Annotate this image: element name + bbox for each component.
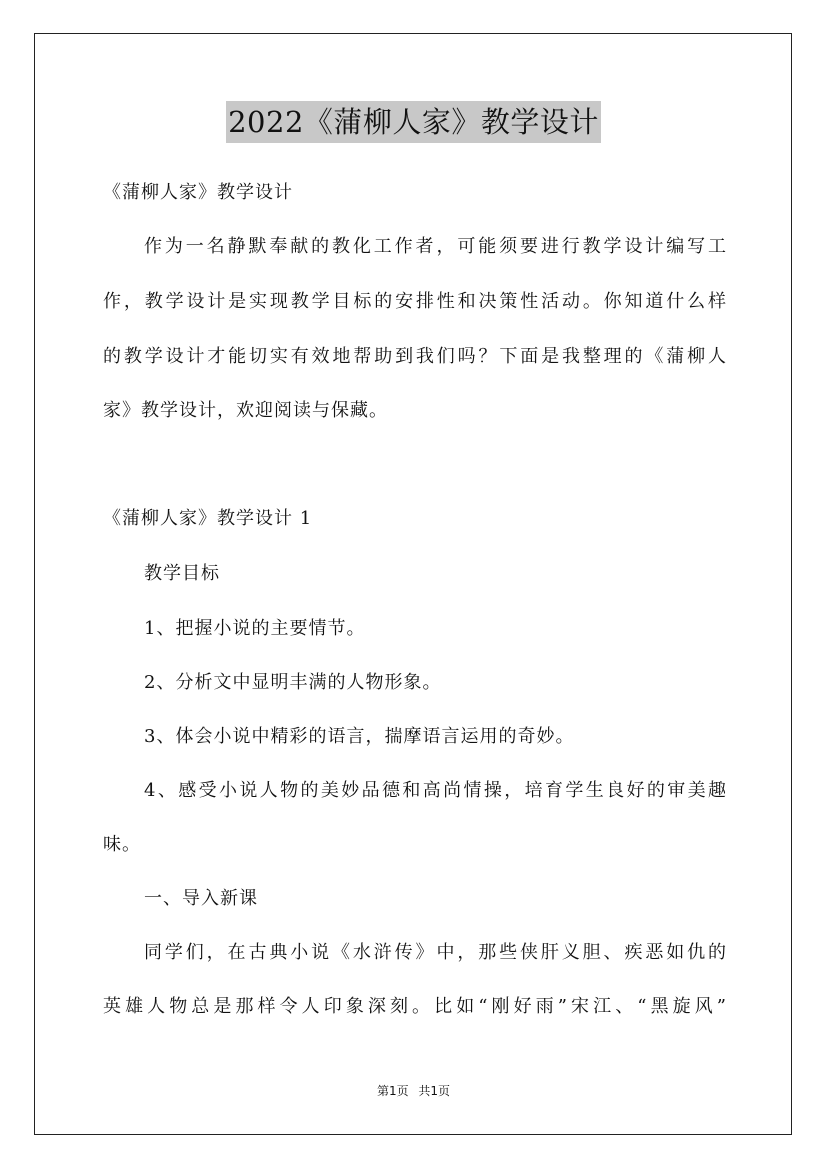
goal-item-4-line-2: 味。 <box>103 834 141 855</box>
title-container <box>0 101 827 143</box>
goal-item-2: 2、分析文中显明丰满的人物形象。 <box>144 672 442 693</box>
part1-text-line-2: 英雄人物总是那样令人印象深刻。比如“刚好雨”宋江、“黑旋风” <box>103 996 726 1017</box>
page-number-current: 第1页 <box>376 1084 409 1098</box>
page-footer <box>0 1083 827 1099</box>
goal-item-3: 3、体会小说中精彩的语言，揣摩语言运用的奇妙。 <box>144 726 575 747</box>
intro-line-2: 作，教学设计是实现教学目标的安排性和决策性活动。你知道什么样 <box>103 291 726 312</box>
part1-heading: 一、导入新课 <box>144 888 258 909</box>
document-subtitle: 《蒲柳人家》教学设计 <box>103 182 293 203</box>
goal-item-1: 1、把握小说的主要情节。 <box>144 618 366 639</box>
intro-line-3: 的教学设计才能切实有效地帮助到我们吗？下面是我整理的《蒲柳人 <box>103 346 726 367</box>
goals-heading: 教学目标 <box>144 563 220 584</box>
page-number-total: 共1页 <box>418 1084 451 1098</box>
intro-line-4: 家》教学设计，欢迎阅读与保藏。 <box>103 400 388 421</box>
section-heading: 《蒲柳人家》教学设计 1 <box>103 508 313 529</box>
document-title: 2022《蒲柳人家》教学设计 <box>226 101 601 143</box>
goal-item-4-line-1: 4、感受小说人物的美妙品德和高尚情操，培育学生良好的审美趣 <box>144 780 726 801</box>
intro-line-1: 作为一名静默奉献的教化工作者，可能须要进行教学设计编写工 <box>144 236 726 257</box>
part1-text-line-1: 同学们，在古典小说《水浒传》中，那些侠肝义胆、疾恶如仇的 <box>144 942 726 963</box>
